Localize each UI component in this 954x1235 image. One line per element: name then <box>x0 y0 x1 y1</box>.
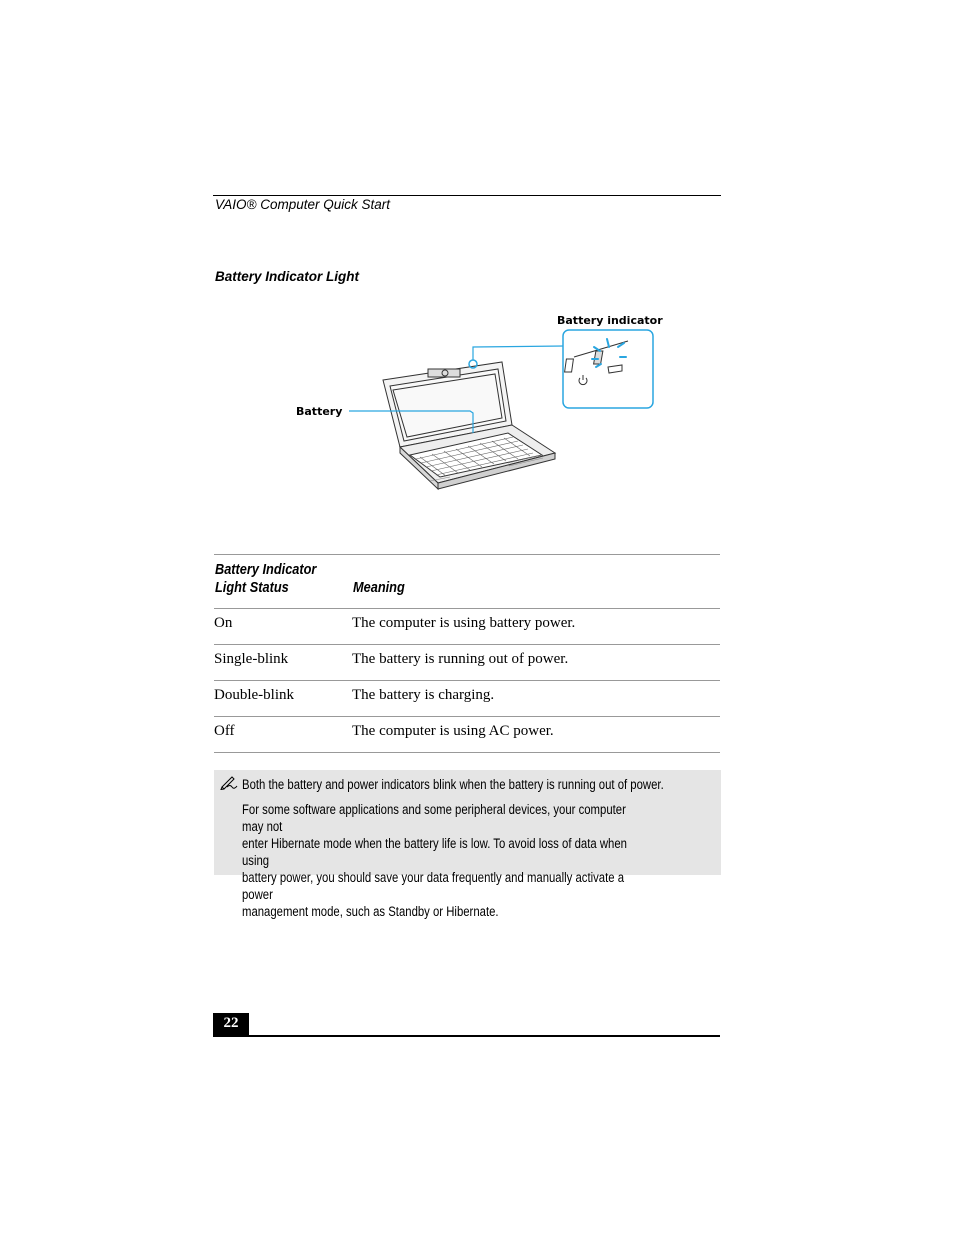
page-number: 22 <box>223 1015 239 1031</box>
table-row <box>214 644 720 680</box>
meaning-cell: The computer is using battery power. <box>352 615 576 631</box>
meaning-cell: The battery is running out of power. <box>352 651 569 667</box>
table-row <box>214 716 720 753</box>
note-text-1: Both the battery and power indicators blink when the battery is running out of power. <box>242 777 664 792</box>
running-title: VAIO® Computer Quick Start <box>215 197 391 212</box>
battery-label: Battery <box>296 405 343 418</box>
table-header-row <box>214 554 720 608</box>
footer-rule <box>213 1035 720 1037</box>
battery-indicator-label: Battery indicator <box>557 314 663 327</box>
header-rule <box>213 195 721 196</box>
table-row <box>214 680 720 716</box>
status-cell: Double-blink <box>214 687 294 703</box>
pencil-note-icon <box>220 774 238 790</box>
meaning-cell: The battery is charging. <box>352 687 495 703</box>
meaning-cell: The computer is using AC power. <box>352 723 554 739</box>
header-meaning: Meaning <box>353 580 405 596</box>
section-title: Battery Indicator Light <box>215 269 360 284</box>
header-status: Battery Indicator Light Status <box>215 562 317 596</box>
status-cell: On <box>214 615 233 631</box>
note-text-2: For some software applications and some peripheral devices, your computer may not enter Hibernate mode when the battery life is low. To avoid loss of data when using battery power, you should save your data frequently and manually activate a power management mode, such as Standby or Hibernate. <box>242 802 627 919</box>
status-cell: Single-blink <box>214 651 289 667</box>
battery-status-table <box>214 554 720 753</box>
laptop-figure <box>280 305 680 505</box>
page-number-box <box>213 1013 249 1037</box>
status-cell: Off <box>214 723 235 739</box>
note-box <box>214 770 721 919</box>
table-row <box>214 608 720 644</box>
